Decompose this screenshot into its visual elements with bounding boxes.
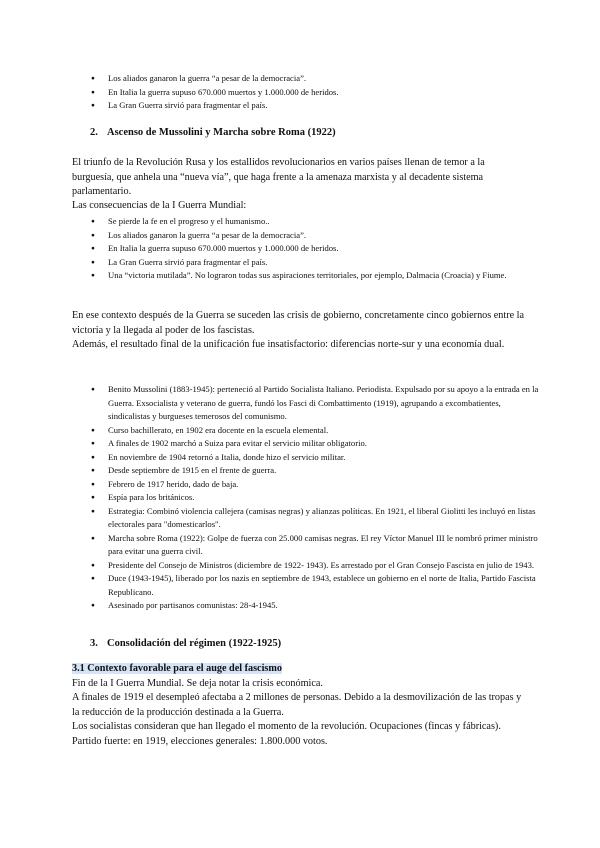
list-item: ● Una “victoria mutilada”. No lograron todas sus aspiraciones territoriales, por ejemplo, Dalmacia (Croacia) y Fiume. — [108, 269, 528, 283]
context-paragraph: En ese contexto después de la Guerra se suceden las crisis de gobierno, concretamente cinco gobiernos entre la victoria y la llegada al poder de los fascistas. — [72, 310, 525, 336]
list-item: ● La Gran Guerra sirvió para fragmentar el país. — [108, 99, 548, 113]
subsection-title: 3.1 Contexto favorable para el auge del fascismo — [72, 663, 282, 674]
list-item: ● Se pierde la fe en el progreso y el humanismo.. — [108, 215, 528, 229]
consequences-list — [108, 215, 528, 283]
section-2-intro: El triunfo de la Revolución Rusa y los estallidos revolucionarios en varios países llenan de temor a la burguesía, que anhela una “nueva vía”, que haga frente a la amenaza marxista y al decadente sistema parlamentario. — [72, 157, 485, 197]
list-item: ● Febrero de 1917 herido, dado de baja. — [108, 478, 542, 492]
list-item: ● Benito Mussolini (1883-1945): perteneció al Partido Socialista Italiano. Periodista. Expulsado por su apoyo a la entrada en la Guerra. Exsocialista y veterano de guerra, fundó los Fasci di Combattimento (1919), agrupando a excombatientes, sindicalistas y burgueses temerosos del comunismo. — [108, 383, 542, 424]
list-item: ● En noviembre de 1904 retornó a Italia, donde hizo el servicio militar. — [108, 451, 542, 465]
section-2-number: 2. — [90, 127, 98, 138]
list-item: ● Espía para los británicos. — [108, 491, 542, 505]
list-item: ● En Italia la guerra supuso 670.000 muertos y 1.000.000 de heridos. — [108, 242, 528, 256]
section-3-number: 3. — [90, 638, 98, 649]
list-item: ● Estrategia: Combinó violencia callejera (camisas negras) y alianzas políticas. En 1921, el liberal Giolitti les incluyó en listas electorales para "domesticarlos". — [108, 505, 542, 532]
list-item: ● La Gran Guerra sirvió para fragmentar el país. — [108, 256, 528, 270]
paragraph: Los socialistas consideran que han llegado el momento de la revolución. Ocupaciones (fincas y fábricas). Partido fuerte: en 1919, elecciones generales: 1.800.000 votos. — [72, 721, 501, 747]
list-item: ● En Italia la guerra supuso 670.000 muertos y 1.000.000 de heridos. — [108, 86, 548, 100]
section-3-content — [72, 662, 528, 749]
list-item: ● A finales de 1902 marchó a Suiza para evitar el servicio militar obligatorio. — [108, 437, 542, 451]
mussolini-list — [108, 383, 542, 613]
list-item: ● Los aliados ganaron la guerra “a pesar de la democracia”. — [108, 229, 528, 243]
paragraph: Fin de la I Guerra Mundial. Se deja notar la crisis económica. — [72, 677, 323, 689]
paragraph: A finales de 1919 el desempleó afectaba a 2 millones de personas. Debido a la desmovilización de las tropas y la reducción de la producción destinada a la Guerra. — [72, 692, 522, 718]
list-item: ● Presidente del Consejo de Ministros (diciembre de 1922- 1943). Es arrestado por el Gran Consejo Fascista en julio de 1943. — [108, 559, 542, 573]
section-3-heading — [90, 638, 281, 649]
section-2-heading — [90, 127, 336, 138]
subsection-heading — [72, 662, 528, 677]
consequences-label: Las consecuencias de la I Guerra Mundial: — [72, 200, 247, 211]
list-item: ● Los aliados ganaron la guerra “a pesar de la democracia”. — [108, 72, 548, 86]
list-item: ● Curso bachillerato, en 1902 era docente en la escuela elemental. — [108, 424, 542, 438]
list-item: ● Marcha sobre Roma (1922): Golpe de fuerza con 25.000 camisas negras. El rey Víctor Manuel III le nombró primer ministro para evitar una guerra civil. — [108, 532, 542, 559]
unification-paragraph: Además, el resultado final de la unificación fue insatisfactorio: diferencias norte-sur y una economía dual. — [72, 339, 505, 350]
list-item: ● Duce (1943-1945), liberado por los nazis en septiembre de 1943, establece un gobierno en el norte de Italia, Partido Fascista Republicano. — [108, 572, 542, 599]
top-bullet-list — [108, 72, 548, 113]
section-3-title: Consolidación del régimen (1922-1925) — [107, 638, 282, 649]
list-item: ● Desde septiembre de 1915 en el frente de guerra. — [108, 464, 542, 478]
list-item: ● Asesinado por partisanos comunistas: 28-4-1945. — [108, 599, 542, 613]
section-2-title: Ascenso de Mussolini y Marcha sobre Roma (1922) — [107, 127, 336, 138]
